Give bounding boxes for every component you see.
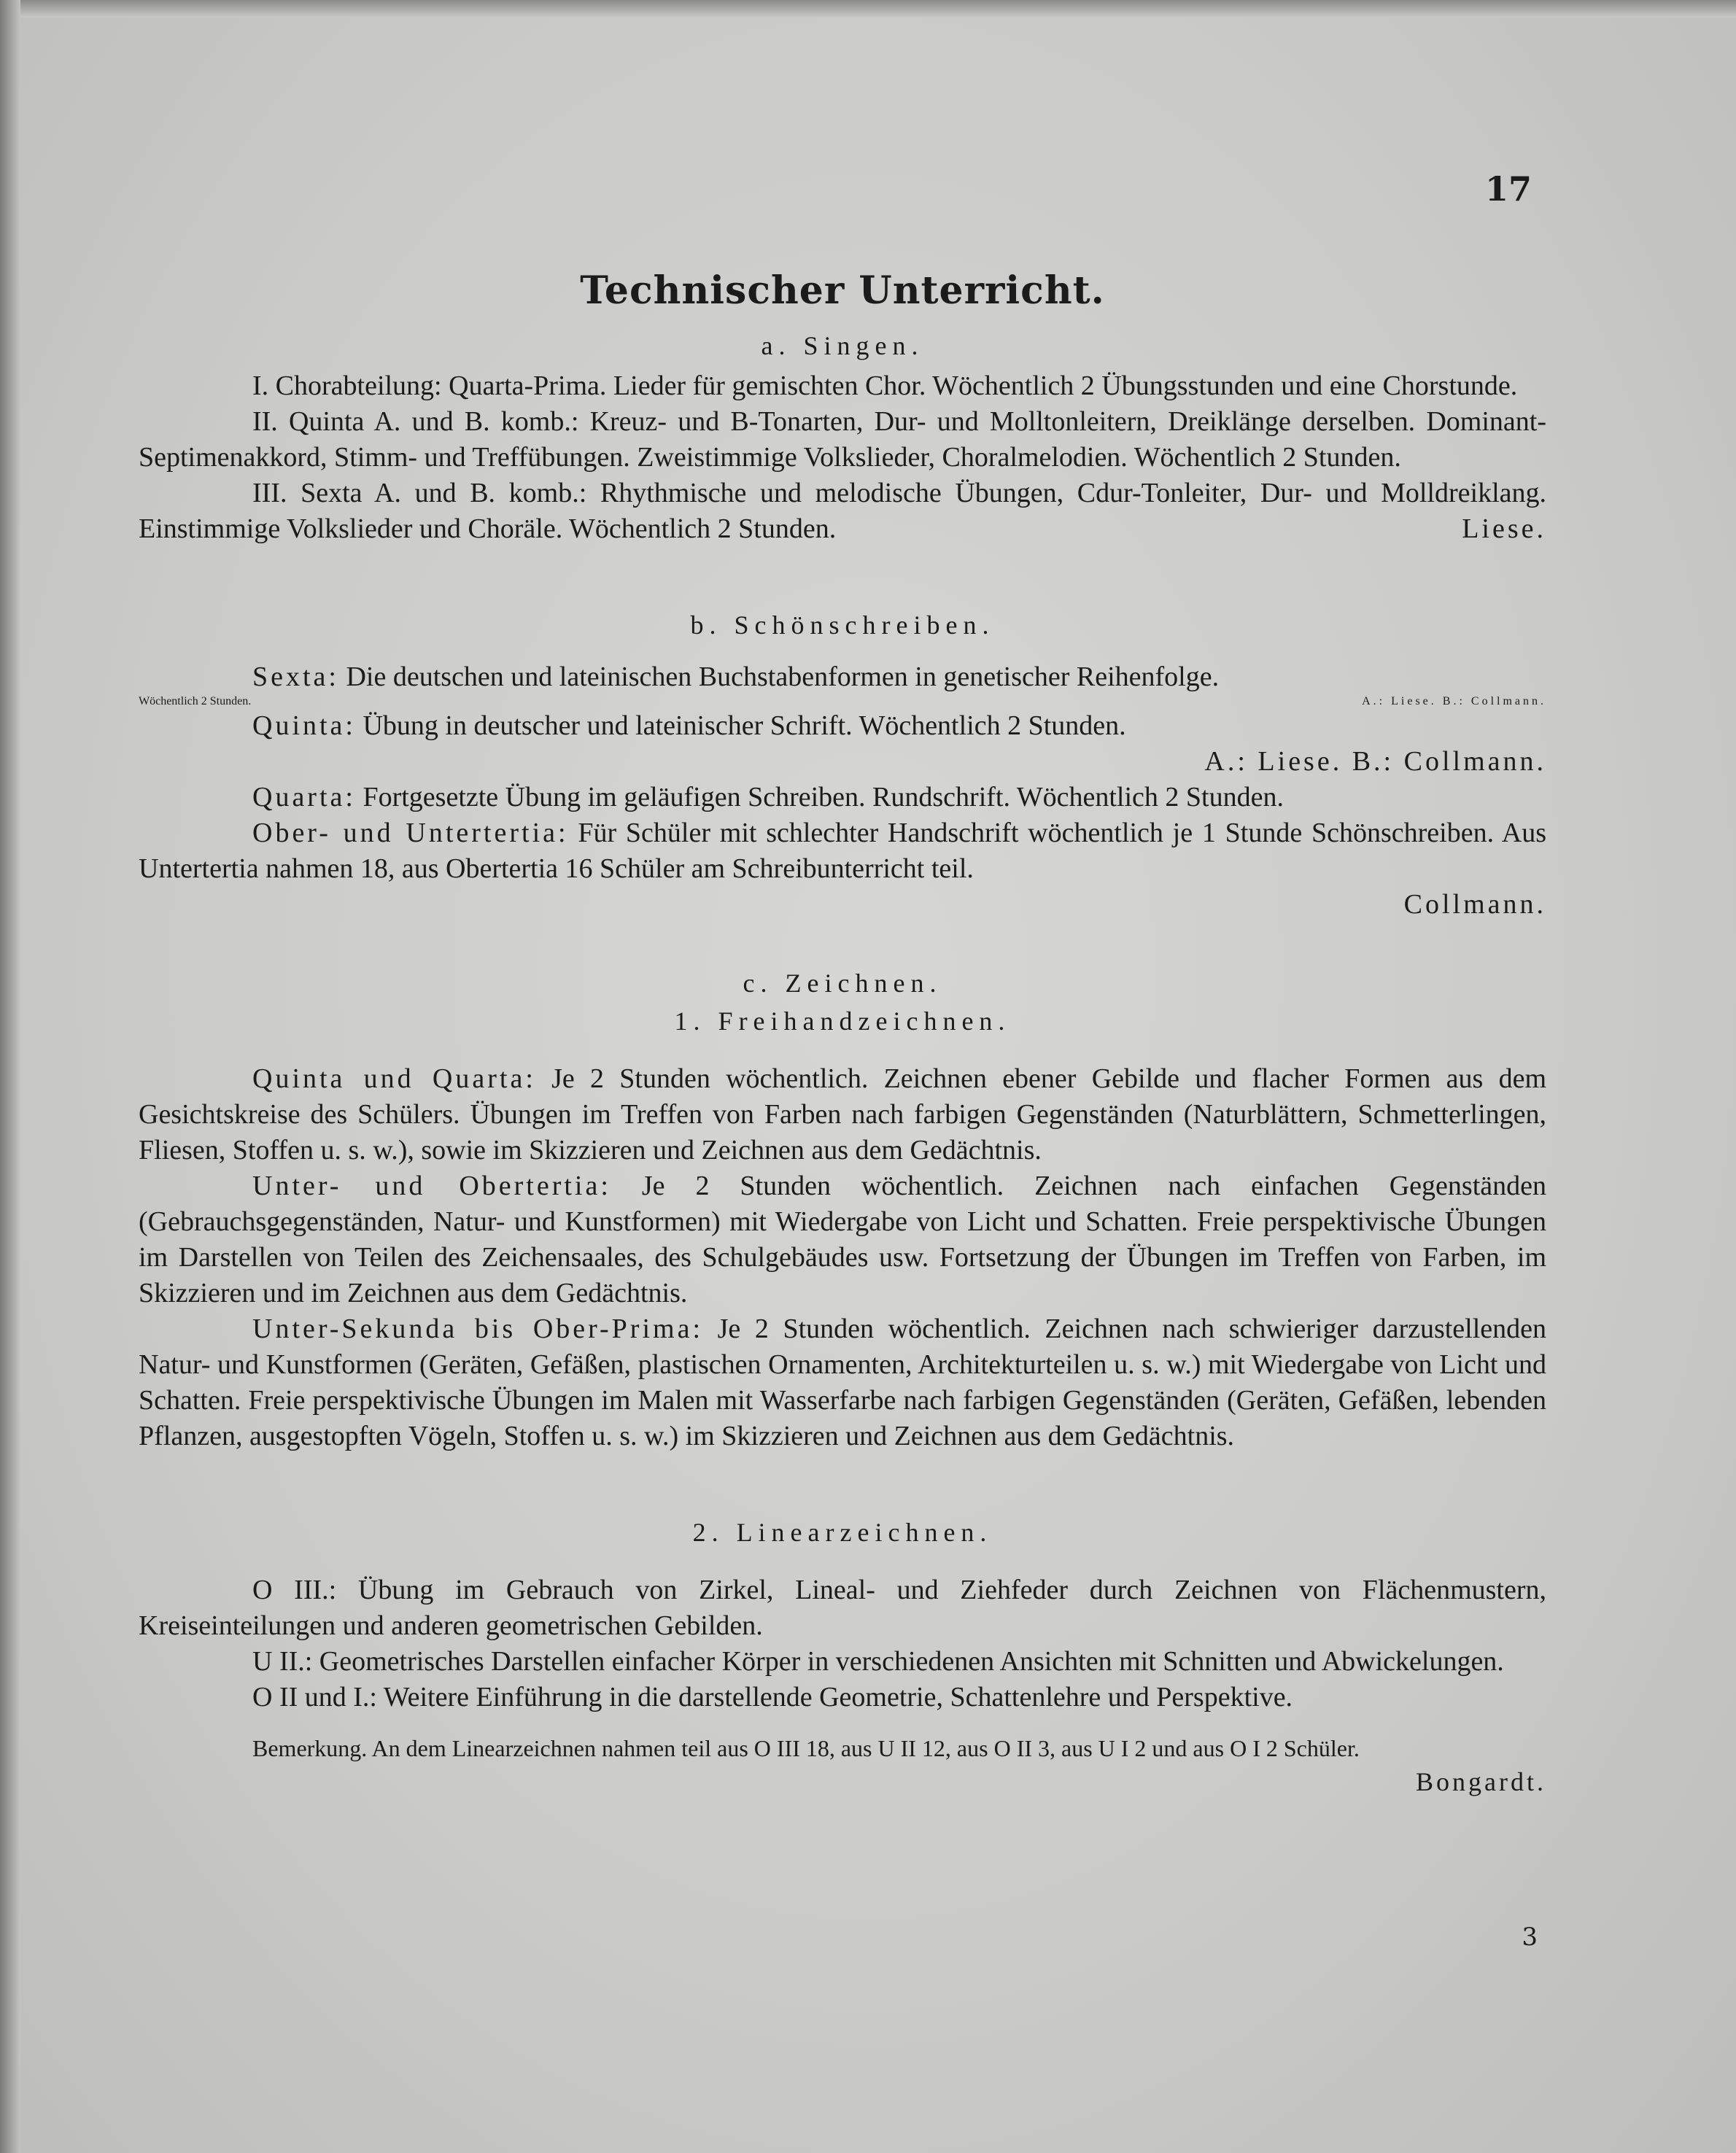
quarta-text: Fortgesetzte Übung im geläufigen Schreiben. Rundschrift. Wöchentlich 2 Stunden. bbox=[363, 782, 1284, 812]
freihand-label-2: Unter- und Obertertia: bbox=[252, 1171, 611, 1201]
freihand-label-3: Unter-Sekunda bis Ober-Prima: bbox=[252, 1314, 704, 1344]
sexta-teachers: A.: Liese. B.: Collmann. bbox=[1362, 695, 1546, 707]
scan-edge-left bbox=[0, 0, 20, 2153]
section-heading-singen: a. Singen. bbox=[761, 331, 924, 360]
sexta-text: Die deutschen und lateinischen Buchstabenformen in genetischer Reihenfolge. bbox=[346, 662, 1220, 692]
freihand-paragraph-2 bbox=[139, 1168, 1546, 1311]
singen-teacher: Liese. bbox=[1462, 513, 1546, 544]
singen-paragraph-3 bbox=[139, 476, 1546, 547]
subsection-heading-freihand: 1. Freihandzeichnen. bbox=[674, 1006, 1011, 1036]
remark-paragraph: Bemerkung. An dem Linearzeichnen nahmen teil aus O III 18, aus U II 12, aus O II 3, aus U I 2 und aus O I 2 Schüler. bbox=[252, 1735, 1360, 1761]
page-number: 17 bbox=[1484, 169, 1532, 209]
freihand-text-1: Je 2 Stunden wöchentlich. Zeichnen ebener Gebilde und flacher Formen aus dem Gesichtskreise des Schülers. Übungen im Treffen von Farben nach farbigen Gegenständen (Naturblättern, Schmetterlingen, Fliesen, Stoffen u. s. w.), sowie im Skizzieren und Zeichnen aus dem Gedächtnis. bbox=[139, 1063, 1547, 1165]
section-heading-schoenschreiben: b. Schönschreiben. bbox=[690, 610, 995, 640]
quinta-text: Übung in deutscher und lateinischer Schrift. Wöchentlich 2 Stunden. bbox=[363, 710, 1126, 741]
quinta-paragraph bbox=[139, 708, 1546, 744]
freihand-text-3: Je 2 Stunden wöchentlich. Zeichnen nach schwieriger darzustellenden Natur- und Kunstformen (Geräten, Gefäßen, plastischen Ornamenten, Architekturteilen u. s. w.) mit Wiedergabe von Licht und Schatten. Freie perspektivische Übungen im Malen mit Wasserfarbe nach farbigen Gegenständen (Geräten, Gefäßen, lebenden Pflanzen, ausgestopften Vögeln, Stoffen u. s. w.) im Skizzieren und Zeichnen aus dem Gedächtnis. bbox=[139, 1314, 1547, 1451]
sexta-row bbox=[139, 695, 1546, 708]
freihand-paragraph-1 bbox=[139, 1061, 1546, 1168]
tertia-label: Ober- und Untertertia: bbox=[252, 818, 569, 848]
sexta-label: Sexta: bbox=[252, 662, 339, 692]
remark-teacher-name: Bongardt. bbox=[1416, 1767, 1546, 1796]
remark-teacher bbox=[139, 1765, 1546, 1799]
signature-mark: 3 bbox=[1522, 1923, 1538, 1952]
sexta-paragraph bbox=[139, 659, 1546, 695]
linear-paragraph-1: O III.: Übung im Gebrauch von Zirkel, Lineal- und Ziehfeder durch Zeichnen von Flächenmustern, Kreiseinteilungen und anderen geometrischen Gebilden. bbox=[139, 1575, 1546, 1641]
linear-paragraph-2: U II.: Geometrisches Darstellen einfacher Körper in verschiedenen Ansichten mit Schnitten und Abwickelungen. bbox=[252, 1646, 1504, 1677]
scan-edge-top bbox=[0, 0, 1736, 18]
quarta-paragraph bbox=[139, 780, 1546, 815]
singen-paragraph-1: I. Chorabteilung: Quarta-Prima. Lieder für gemischten Chor. Wöchentlich 2 Übungsstunden und eine Chorstunde. bbox=[252, 371, 1518, 401]
tertia-teacher: Collmann. bbox=[1403, 889, 1546, 920]
singen-paragraph-2: II. Quinta A. und B. komb.: Kreuz- und B-Tonarten, Dur- und Molltonleitern, Dreiklänge derselben. Dominant-Septimenakkord, Stimm- und Treffübungen. Zweistimmige Volkslieder, Choralmelodien. Wöchentlich 2 Stunden. bbox=[139, 406, 1546, 473]
subsection-heading-linear: 2. Linearzeichnen. bbox=[692, 1518, 993, 1547]
singen-paragraph-3-text: III. Sexta A. und B. komb.: Rhythmische und melodische Übungen, Cdur-Tonleiter, Dur- und Molldreiklang. Einstimmige Volkslieder und Choräle. Wöchentlich 2 Stunden. bbox=[139, 478, 1546, 544]
tertia-text: Für Schüler mit schlechter Handschrift wöchentlich je 1 Stunde Schönschreiben. Aus Untertertia nahmen 18, aus Obertertia 16 Schüler am Schreibunterricht teil. bbox=[139, 818, 1546, 884]
page-content bbox=[139, 160, 1546, 1799]
linear-paragraph-3: O II und I.: Weitere Einführung in die darstellende Geometrie, Schattenlehre und Perspektive. bbox=[252, 1682, 1293, 1712]
freihand-text-2: Je 2 Stunden wöchentlich. Zeichnen nach einfachen Gegenständen (Gebrauchsgegenständen, Natur- und Kunstformen) mit Wiedergabe von Licht und Schatten. Freie perspektivische Übungen im Darstellen von Teilen des Zeichensaales, des Schulgebäudes usw. Fortsetzung der Übungen im Treffen von Farben, im Skizzieren und im Zeichnen aus dem Gedächtnis. bbox=[139, 1171, 1546, 1308]
freihand-label-1: Quinta und Quarta: bbox=[252, 1063, 536, 1094]
freihand-paragraph-3 bbox=[139, 1311, 1546, 1454]
quinta-teachers: A.: Liese. B.: Collmann. bbox=[1204, 746, 1546, 777]
sexta-hours: Wöchentlich 2 Stunden. bbox=[139, 695, 252, 707]
tertia-paragraph bbox=[139, 815, 1546, 887]
section-heading-zeichnen: c. Zeichnen. bbox=[743, 969, 942, 998]
quarta-label: Quarta: bbox=[252, 782, 356, 812]
page-title: Technischer Unterricht. bbox=[580, 268, 1105, 313]
quinta-label: Quinta: bbox=[252, 710, 356, 741]
